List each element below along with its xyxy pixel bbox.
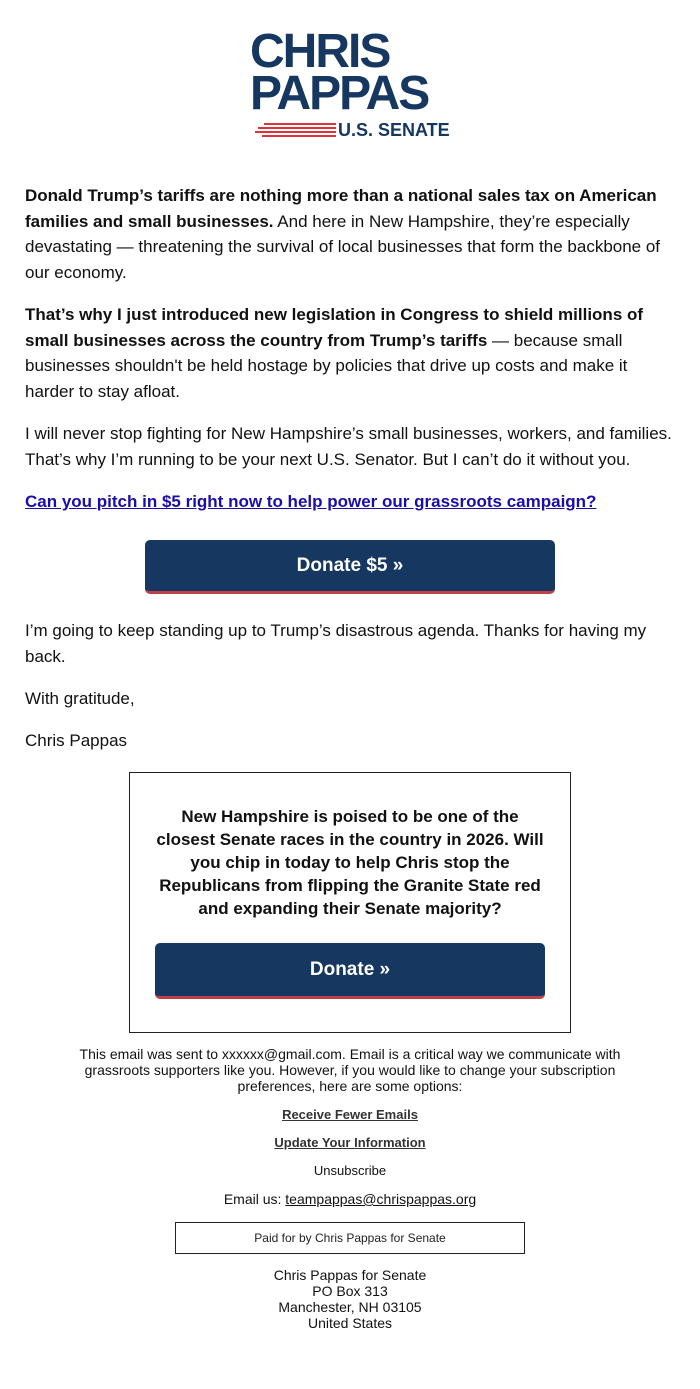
paragraph-agenda bbox=[25, 618, 677, 669]
appeal-box bbox=[129, 772, 571, 1033]
paragraph-fighting bbox=[25, 421, 677, 472]
address-line-2: PO Box 313 bbox=[312, 1283, 388, 1299]
signature-text: Chris Pappas bbox=[25, 731, 128, 750]
signoff-text: With gratitude, bbox=[25, 689, 135, 708]
signoff bbox=[25, 686, 677, 712]
footer-email bbox=[60, 1191, 640, 1207]
logo-last-name: PAPPAS bbox=[250, 67, 429, 120]
receive-fewer-emails-link[interactable]: Receive Fewer Emails bbox=[282, 1107, 418, 1122]
paragraph-tariffs-rest: And here in New Hampshire, they’re especially devastating — threatening the survival of local businesses that form the backbone of our economy. bbox=[25, 211, 661, 282]
donate-button[interactable]: Donate » bbox=[155, 943, 545, 999]
paragraph-legislation-rest: — because small businesses shouldn't be held hostage by policies that drive up costs and make it harder to stay afloat. bbox=[25, 330, 628, 401]
address-line-4: United States bbox=[307, 1315, 393, 1331]
signature bbox=[25, 728, 677, 754]
footer-email-link[interactable]: teampappas@chrispappas.org bbox=[285, 1191, 477, 1207]
paragraph-agenda-text: I’m going to keep standing up to Trump’s disastrous agenda. Thanks for having my back. bbox=[25, 621, 647, 666]
paragraph-tariffs bbox=[25, 183, 677, 285]
logo-subtitle: U.S. SENATE bbox=[338, 120, 450, 140]
footer-email-label: Email us: bbox=[223, 1191, 286, 1207]
paragraph-tariffs-bold: Donald Trump’s tariffs are nothing more than a national sales tax on American families and small businesses. bbox=[25, 186, 657, 231]
address-line-3: Manchester, NH 03105 bbox=[278, 1299, 422, 1315]
address-line-1: Chris Pappas for Senate bbox=[273, 1267, 427, 1283]
donate-5-button[interactable]: Donate $5 » bbox=[145, 540, 555, 594]
appeal-box-text: New Hampshire is poised to be one of the closest Senate races in the country in 2026. Will you chip in today to help Chris stop the Republicans from flipping the Granite State red and expanding their Senate majority? bbox=[156, 807, 544, 918]
update-information-link[interactable]: Update Your Information bbox=[274, 1135, 426, 1150]
donate-cta-link[interactable]: Can you pitch in $5 right now to help power our grassroots campaign? bbox=[25, 492, 597, 511]
logo-stripes-icon bbox=[252, 122, 336, 138]
logo-first-name: CHRIS bbox=[250, 25, 390, 78]
logo-mark bbox=[250, 25, 450, 142]
cta-paragraph bbox=[25, 489, 677, 515]
paragraph-legislation-bold: That’s why I just introduced new legislation in Congress to shield millions of small businesses across the country from Trump’s tariffs bbox=[25, 305, 644, 350]
footer-intro: This email was sent to xxxxxx@gmail.com. Email is a critical way we communicate with grassroots supporters like you. However, if you would like to change your subscription preferences, here are some options: bbox=[79, 1046, 621, 1094]
mailing-address bbox=[60, 1267, 640, 1331]
paragraph-legislation bbox=[25, 302, 677, 404]
unsubscribe-link[interactable]: Unsubscribe bbox=[313, 1163, 387, 1178]
paragraph-fighting-text: I will never stop fighting for New Hampshire’s small businesses, workers, and families. That’s why I’m running to be your next U.S. Senator. But I can’t do it without you. bbox=[25, 424, 672, 469]
paid-for-disclaimer: Paid for by Chris Pappas for Senate bbox=[175, 1222, 525, 1254]
campaign-logo bbox=[0, 25, 700, 147]
